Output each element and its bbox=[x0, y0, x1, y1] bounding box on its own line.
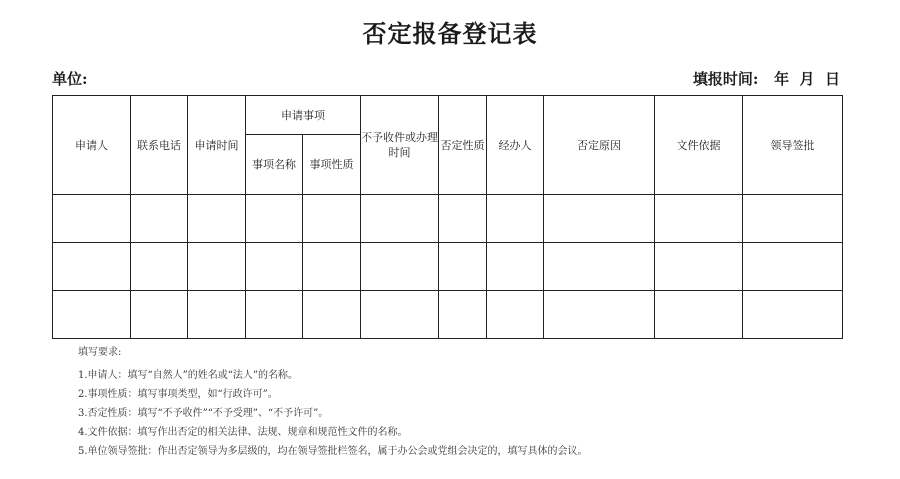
header-basis: 文件依据 bbox=[655, 96, 743, 195]
table-cell[interactable] bbox=[544, 291, 655, 339]
table-cell[interactable] bbox=[188, 291, 246, 339]
table-cell[interactable] bbox=[743, 195, 843, 243]
instruction-item: 1.申请人：填写“自然人”的姓名或“法人”的名称。 bbox=[78, 370, 298, 381]
table-cell[interactable] bbox=[439, 243, 487, 291]
header-matter-name: 事项名称 bbox=[246, 135, 303, 195]
table-cell[interactable] bbox=[655, 243, 743, 291]
registration-table bbox=[52, 95, 843, 339]
table-cell[interactable] bbox=[131, 195, 188, 243]
header-matter-type: 事项性质 bbox=[303, 135, 361, 195]
instruction-item: 4.文件依据：填写作出否定的相关法律、法规、规章和规范性文件的名称。 bbox=[78, 427, 408, 438]
header-handler: 经办人 bbox=[487, 96, 544, 195]
table-cell[interactable] bbox=[655, 291, 743, 339]
header-reject-time: 不予收件或办理时间 bbox=[361, 96, 439, 195]
table-cell[interactable] bbox=[131, 291, 188, 339]
table-cell[interactable] bbox=[487, 291, 544, 339]
table-row bbox=[53, 243, 843, 291]
header-matter-group: 申请事项 bbox=[246, 96, 361, 135]
header-phone: 联系电话 bbox=[131, 96, 188, 195]
table-cell[interactable] bbox=[303, 291, 361, 339]
table-cell[interactable] bbox=[188, 243, 246, 291]
table-cell[interactable] bbox=[246, 195, 303, 243]
fill-instructions bbox=[78, 343, 588, 461]
table-cell[interactable] bbox=[487, 243, 544, 291]
table-cell[interactable] bbox=[743, 291, 843, 339]
header-reason: 否定原因 bbox=[544, 96, 655, 195]
table-cell[interactable] bbox=[361, 195, 439, 243]
form-title: 否定报备登记表 bbox=[362, 19, 538, 48]
table-cell[interactable] bbox=[188, 195, 246, 243]
table-cell[interactable] bbox=[246, 291, 303, 339]
instruction-item: 5.单位领导签批：作出否定领导为多层级的，均在领导签批栏签名，属于办公会或党组会决定的，填写具体的会议。 bbox=[78, 446, 588, 457]
table-cell[interactable] bbox=[303, 195, 361, 243]
table-row bbox=[53, 291, 843, 339]
table-cell[interactable] bbox=[53, 243, 131, 291]
table-cell[interactable] bbox=[53, 291, 131, 339]
table-cell[interactable] bbox=[439, 291, 487, 339]
table-row bbox=[53, 195, 843, 243]
header-approval: 领导签批 bbox=[743, 96, 843, 195]
table-cell[interactable] bbox=[361, 243, 439, 291]
instruction-item: 3.否定性质：填写“不予收件”“不予受理”、“不予许可”。 bbox=[78, 408, 329, 419]
table-cell[interactable] bbox=[544, 243, 655, 291]
table-cell[interactable] bbox=[53, 195, 131, 243]
table-cell[interactable] bbox=[743, 243, 843, 291]
unit-label: 单位: bbox=[52, 70, 88, 88]
table-cell[interactable] bbox=[361, 291, 439, 339]
fill-time-label: 填报时间: 年 月 日 bbox=[692, 70, 840, 88]
table-cell[interactable] bbox=[246, 243, 303, 291]
table-cell[interactable] bbox=[303, 243, 361, 291]
table-cell[interactable] bbox=[131, 243, 188, 291]
table-cell[interactable] bbox=[655, 195, 743, 243]
instruction-item: 2.事项性质：填写事项类型，如“行政许可”。 bbox=[78, 389, 278, 400]
header-negation-type: 否定性质 bbox=[439, 96, 487, 195]
header-row bbox=[52, 68, 842, 88]
header-apply-time: 申请时间 bbox=[188, 96, 246, 195]
table-cell[interactable] bbox=[439, 195, 487, 243]
table-cell[interactable] bbox=[544, 195, 655, 243]
header-applicant: 申请人 bbox=[53, 96, 131, 195]
instructions-heading: 填写要求: bbox=[78, 347, 122, 358]
table-cell[interactable] bbox=[487, 195, 544, 243]
